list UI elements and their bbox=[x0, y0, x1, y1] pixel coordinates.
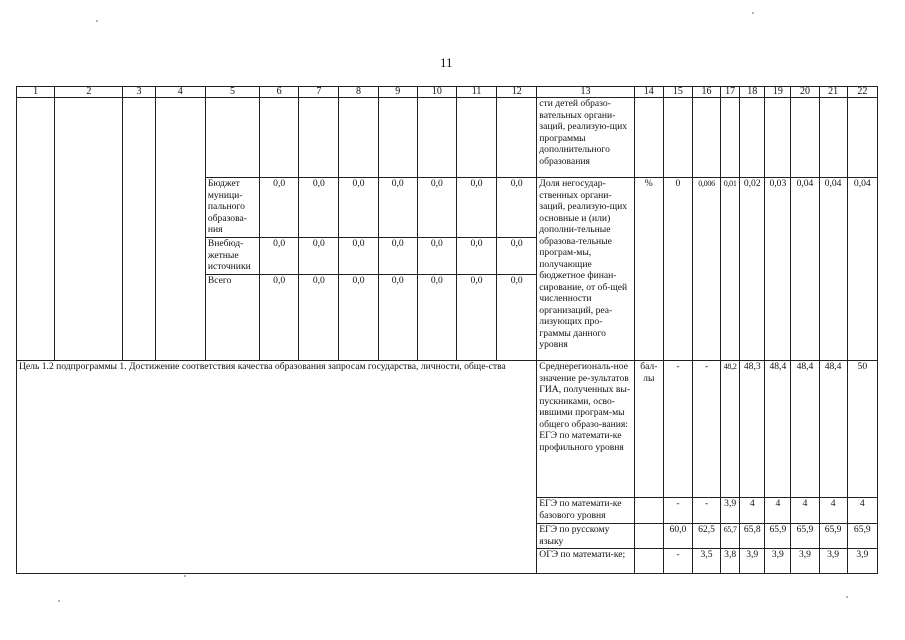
table-cell: 48,2 bbox=[721, 361, 740, 498]
table-cell: 0,0 bbox=[260, 178, 299, 238]
goal-text: Цель 1.2 подпрограммы 1. Достижение соответствия качества образования запросам государства, личности, обще-ства bbox=[17, 361, 537, 574]
scan-speck bbox=[846, 596, 848, 598]
indicator-unit: бал-лы bbox=[634, 361, 663, 498]
table-cell: - bbox=[663, 549, 692, 574]
col-header: 18 bbox=[740, 87, 765, 98]
table-cell: 3,9 bbox=[847, 549, 877, 574]
table-cell: 0,04 bbox=[819, 178, 847, 361]
col-header: 12 bbox=[497, 87, 537, 98]
table-cell: 0,01 bbox=[721, 178, 740, 361]
table-cell: 4 bbox=[847, 498, 877, 524]
funding-source: Всего bbox=[205, 275, 259, 361]
table-cell: 0,0 bbox=[456, 275, 496, 361]
table-cell: 65,9 bbox=[847, 524, 877, 549]
table-cell: 0,0 bbox=[378, 238, 417, 275]
table-cell: 0,04 bbox=[791, 178, 819, 361]
indicator-unit bbox=[634, 498, 663, 524]
table-cell: 0,0 bbox=[299, 178, 339, 238]
col-header: 19 bbox=[765, 87, 791, 98]
table-cell: 0,0 bbox=[378, 275, 417, 361]
table-cell: 0,0 bbox=[299, 238, 339, 275]
table-cell: 65,8 bbox=[740, 524, 765, 549]
program-table bbox=[16, 86, 878, 574]
col-header: 15 bbox=[663, 87, 692, 98]
page-number: 11 bbox=[440, 55, 453, 70]
table-cell: 0,0 bbox=[497, 238, 537, 275]
table-cell: 0,0 bbox=[299, 275, 339, 361]
indicator-unit bbox=[634, 549, 663, 574]
table-cell: 48,4 bbox=[765, 361, 791, 498]
indicator-unit bbox=[634, 524, 663, 549]
table-cell: 0,0 bbox=[378, 178, 417, 238]
table-cell: 0,0 bbox=[417, 178, 456, 238]
table-row bbox=[17, 361, 878, 498]
funding-source: Внебюд-жетные источники bbox=[205, 238, 259, 275]
table-cell: 65,9 bbox=[791, 524, 819, 549]
table-cell: - bbox=[663, 498, 692, 524]
table-cell: 3,9 bbox=[740, 549, 765, 574]
col-header: 10 bbox=[417, 87, 456, 98]
col-header: 22 bbox=[847, 87, 877, 98]
table-cell: 0,04 bbox=[847, 178, 877, 361]
table-cell: 48,3 bbox=[740, 361, 765, 498]
indicator-name: ОГЭ по математи-ке; bbox=[537, 549, 634, 574]
indicator-unit: % bbox=[634, 178, 663, 361]
col-header: 9 bbox=[378, 87, 417, 98]
table-cell: 0,0 bbox=[417, 275, 456, 361]
table-cell: 0,03 bbox=[765, 178, 791, 361]
col-header: 16 bbox=[692, 87, 720, 98]
indicator-name: Среднерегиональ-ное значение ре-зультатов ГИА, полученных вы-пускниками, осво-ившими програм-мы общего образо-вания: ЕГЭ по математи-ке профильного уровня bbox=[537, 361, 634, 498]
table-cell: 4 bbox=[740, 498, 765, 524]
col-header: 3 bbox=[123, 87, 155, 98]
col-header: 5 bbox=[205, 87, 259, 98]
col-header: 4 bbox=[155, 87, 205, 98]
col-header: 17 bbox=[721, 87, 740, 98]
col-header: 2 bbox=[55, 87, 123, 98]
scan-speck bbox=[96, 20, 98, 22]
table-cell: 3,9 bbox=[819, 549, 847, 574]
scan-speck bbox=[184, 575, 186, 577]
table-cell: 4 bbox=[765, 498, 791, 524]
table-cell: 0,0 bbox=[456, 178, 496, 238]
table-cell: 0,006 bbox=[692, 178, 720, 361]
table-cell: 65,9 bbox=[819, 524, 847, 549]
col-header: 11 bbox=[456, 87, 496, 98]
table-cell: 65,9 bbox=[765, 524, 791, 549]
col-header: 14 bbox=[634, 87, 663, 98]
table-cell: - bbox=[692, 361, 720, 498]
table-cell: 48,4 bbox=[791, 361, 819, 498]
table-cell: - bbox=[692, 498, 720, 524]
indicator-name: ЕГЭ по математи-ке базового уровня bbox=[537, 498, 634, 524]
indicator-name: Доля негосудар-ственных органи-заций, реализую-щих основные и (или) дополни-тельные образова-тельные програм-мы, получающие бюджетное финан-сирование, от об-щей численности организаций, реа-лизующих про-граммы данного уровня bbox=[537, 178, 634, 361]
column-number-row bbox=[17, 87, 878, 98]
table-cell: 62,5 bbox=[692, 524, 720, 549]
table-cell: 0,02 bbox=[740, 178, 765, 361]
indicator-name: ЕГЭ по русскому языку bbox=[537, 524, 634, 549]
col-header: 20 bbox=[791, 87, 819, 98]
table-cell: 0,0 bbox=[417, 238, 456, 275]
table-cell: 65,7 bbox=[721, 524, 740, 549]
col-header: 13 bbox=[537, 87, 634, 98]
table-cell: 0,0 bbox=[260, 238, 299, 275]
table-cell: 3,9 bbox=[791, 549, 819, 574]
table-cell: 0,0 bbox=[339, 238, 378, 275]
table-cell: - bbox=[663, 361, 692, 498]
col-header: 1 bbox=[17, 87, 55, 98]
table-cell: 60,0 bbox=[663, 524, 692, 549]
col-header: 8 bbox=[339, 87, 378, 98]
table-cell: 0 bbox=[663, 178, 692, 361]
col-header: 6 bbox=[260, 87, 299, 98]
table-cell: 3,8 bbox=[721, 549, 740, 574]
table-cell: 3,9 bbox=[765, 549, 791, 574]
table-cell: 3,9 bbox=[721, 498, 740, 524]
funding-source: Бюджет муници-пального образова-ния bbox=[205, 178, 259, 238]
table-cell: 0,0 bbox=[497, 275, 537, 361]
table-cell: 0,0 bbox=[497, 178, 537, 238]
col-header: 21 bbox=[819, 87, 847, 98]
table-cell: 50 bbox=[847, 361, 877, 498]
table-cell: 0,0 bbox=[339, 178, 378, 238]
table-row bbox=[17, 98, 878, 178]
scan-speck bbox=[752, 12, 754, 14]
table-cell: 3,5 bbox=[692, 549, 720, 574]
scan-speck bbox=[58, 600, 60, 602]
table-cell: 0,0 bbox=[260, 275, 299, 361]
table-cell: 0,0 bbox=[339, 275, 378, 361]
col-header: 7 bbox=[299, 87, 339, 98]
table-cell: 4 bbox=[791, 498, 819, 524]
table-cell: 0,0 bbox=[456, 238, 496, 275]
table-cell: 48,4 bbox=[819, 361, 847, 498]
table-cell: 4 bbox=[819, 498, 847, 524]
indicator-continuation: сти детей образо-вательных органи-заций, реализую-щих программы дополнительного образования bbox=[537, 98, 634, 178]
